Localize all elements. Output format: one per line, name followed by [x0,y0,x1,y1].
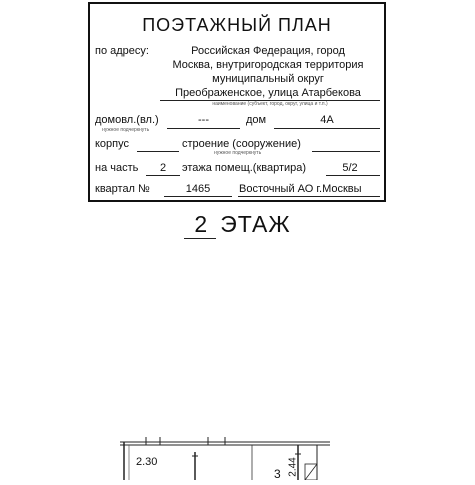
floor-label-text: ЭТАЖ [220,211,291,237]
address-line-1: Российская Федерация, город [191,45,345,57]
dom-underline [274,128,380,129]
district-value: Восточный АО г.Москвы [239,183,362,195]
dimension-right: 2.44 [287,457,299,477]
domovl-label: домовл.(вл.) [95,114,159,126]
domovl-underline [167,128,240,129]
part-value: 2 [159,162,167,174]
kvartal-label: квартал № [95,183,150,195]
address-line-2: Москва, внутригородская территория [172,59,364,71]
address-line-4: Преображенское, улица Атарбекова [175,87,361,99]
document-title: ПОЭТАЖНЫЙ ПЛАН [142,15,332,35]
stroenie-hint: нужное подчеркнуть [214,150,262,156]
dimension-left: 2.30 [136,456,158,468]
stroenie-underline [312,151,380,152]
apartment-value: 5/2 [342,162,358,174]
korpus-underline [137,151,179,152]
dom-value: 4А [320,114,334,126]
floor-label: этажа помещ.(квартира) [182,162,307,174]
korpus-label: корпус [95,138,130,150]
kvartal-value: 1465 [185,183,211,195]
address-label: по адресу: [95,45,149,57]
domovl-hint: нужное подчеркнуть [102,127,150,133]
floor-heading [0,211,475,239]
stroenie-label: строение (сооружение) [182,138,301,150]
room-number: 3 [274,467,281,481]
address-hint: наименование (субъект, город, округ, улица и т.п.) [212,101,328,107]
apartment-underline [326,175,380,176]
domovl-value: --- [198,114,209,126]
part-underline [146,175,180,176]
floor-plan-header-box [88,2,386,202]
dom-label: дом [246,114,267,126]
floor-plan-drawing [120,432,330,485]
part-label: на часть [95,162,139,174]
address-line-3: муниципальный округ [212,73,324,85]
floor-number: 2 [184,211,216,239]
district-underline [238,196,380,197]
kvartal-underline [164,196,232,197]
